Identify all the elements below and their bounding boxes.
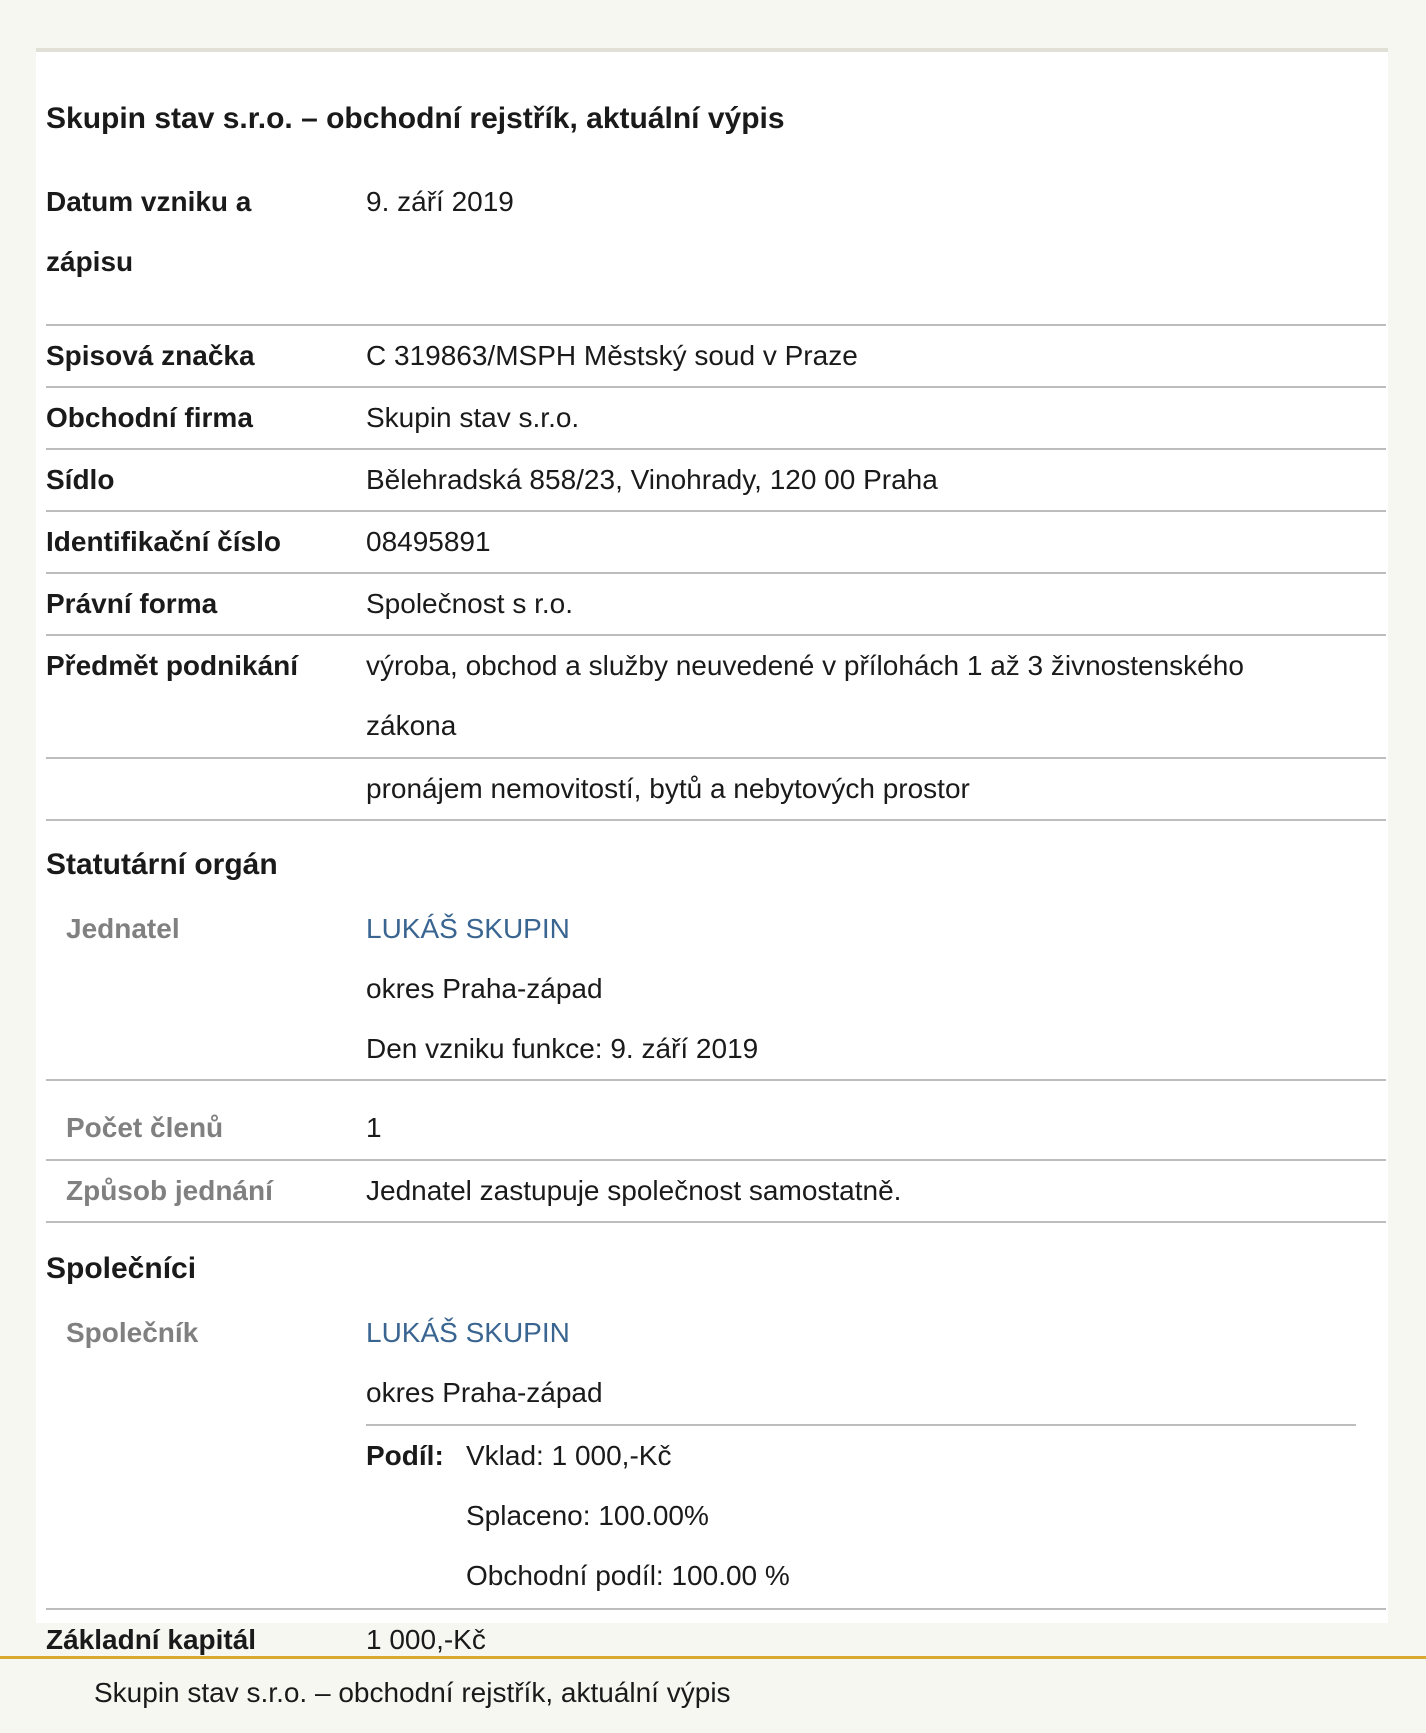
- podil-label: Podíl:: [366, 1440, 444, 1471]
- row-label: Způsob jednání: [66, 1175, 273, 1206]
- section-heading-spolecnici: Společníci: [46, 1252, 197, 1285]
- row-predmet-podnikani-2: [46, 759, 1386, 821]
- footer-text: Skupin stav s.r.o. – obchodní rejstřík, aktuální výpis: [94, 1677, 731, 1708]
- podil-block: [366, 1424, 1356, 1610]
- row-value: [366, 1303, 603, 1423]
- row-value: Bělehradská 858/23, Vinohrady, 120 00 Praha: [366, 464, 938, 495]
- row-label: Právní forma: [46, 588, 218, 619]
- row-value: 1 000,-Kč: [366, 1624, 486, 1655]
- podil-values: [466, 1426, 790, 1606]
- row-spolecnik: [46, 1303, 1386, 1610]
- row-value: C 319863/MSPH Městský soud v Praze: [366, 340, 858, 371]
- row-value: Společnost s r.o.: [366, 588, 574, 619]
- row-label: Předmět podnikání: [46, 650, 299, 681]
- value-line: zákona: [366, 710, 457, 741]
- row-sidlo: [46, 450, 1386, 512]
- jednatel-funkce: Den vzniku funkce: 9. září 2019: [366, 1033, 759, 1064]
- row-jednatel: [46, 899, 1386, 1081]
- row-predmet-podnikani: [46, 636, 1386, 759]
- vklad: Vklad: 1 000,-Kč: [466, 1440, 672, 1471]
- jednatel-okres: okres Praha-západ: [366, 973, 603, 1004]
- row-label: Spisová značka: [46, 340, 255, 371]
- page-title: Skupin stav s.r.o. – obchodní rejstřík, aktuální výpis: [46, 102, 785, 135]
- row-value: [366, 636, 1244, 756]
- row-label: Společník: [66, 1317, 199, 1348]
- row-label: Datum vzniku a zápisu: [46, 186, 252, 277]
- extract-card: [36, 48, 1388, 1655]
- row-value: Jednatel zastupuje společnost samostatně.: [366, 1175, 902, 1206]
- row-value: 1: [366, 1112, 382, 1143]
- row-value: Skupin stav s.r.o.: [366, 402, 580, 433]
- row-value: 9. září 2019: [366, 186, 514, 217]
- splaceno: Splaceno: 100.00%: [466, 1500, 709, 1531]
- row-value: pronájem nemovitostí, bytů a nebytových prostor: [366, 773, 970, 804]
- row-spisova-znacka: [46, 326, 1386, 388]
- spolecnik-name-link[interactable]: LUKÁŠ SKUPIN: [366, 1317, 570, 1348]
- footer: [0, 1656, 1426, 1733]
- jednatel-name-link[interactable]: LUKÁŠ SKUPIN: [366, 913, 570, 944]
- row-pravni-forma: [46, 574, 1386, 636]
- row-label: Identifikační číslo: [46, 526, 281, 557]
- row-label: Jednatel: [66, 913, 180, 944]
- row-zpusob-jednani: [46, 1161, 1386, 1223]
- row-pocet-clenu: [46, 1098, 1386, 1161]
- obchodni-podil: Obchodní podíl: 100.00 %: [466, 1560, 790, 1591]
- row-label: Počet členů: [66, 1112, 224, 1143]
- row-label: Obchodní firma: [46, 402, 253, 433]
- row-label: Sídlo: [46, 464, 115, 495]
- row-datum-vzniku: [46, 172, 1386, 326]
- row-value: [366, 899, 758, 1079]
- value-line: výroba, obchod a služby neuvedené v přílohách 1 až 3 živnostenského: [366, 650, 1244, 681]
- row-obchodni-firma: [46, 388, 1386, 450]
- row-value: 08495891: [366, 526, 491, 557]
- row-label: Základní kapitál: [46, 1624, 257, 1655]
- spolecnik-okres: okres Praha-západ: [366, 1377, 603, 1408]
- row-identifikacni-cislo: [46, 512, 1386, 574]
- section-heading-statutarni-organ: Statutární orgán: [46, 848, 278, 881]
